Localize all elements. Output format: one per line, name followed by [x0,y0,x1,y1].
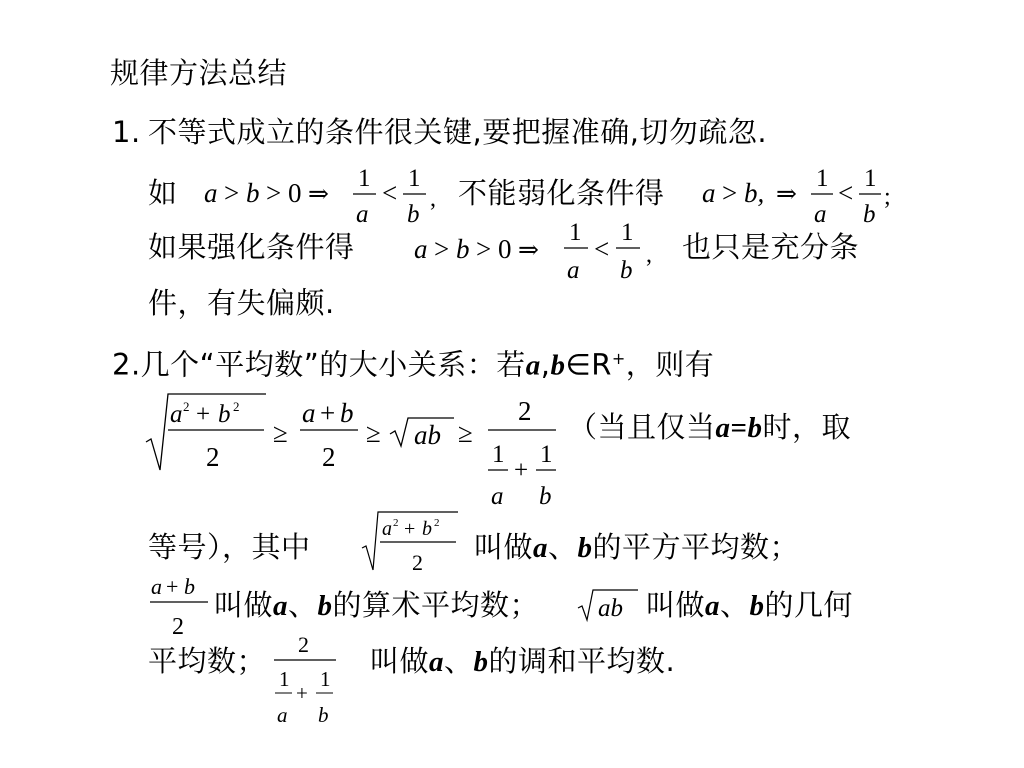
quadratic-mean-description: 叫做a、b的平方平均数； [474,530,800,564]
svg-text:<: < [838,178,854,208]
formula-weakened-condition [700,160,900,230]
svg-text:a: a [814,201,827,228]
svg-text:>: > [722,178,738,208]
svg-text:ab: ab [598,595,623,622]
svg-text:b: b [318,703,329,727]
svg-text:;: ; [884,184,891,210]
svg-text:a: a [302,398,316,428]
svg-text:a: a [491,483,504,510]
svg-text:a: a [567,257,580,284]
svg-text:b,: b, [744,178,765,208]
formula-mean-inequality [140,390,570,518]
svg-text:2: 2 [233,399,240,414]
svg-text:1: 1 [320,667,331,691]
svg-text:b: b [422,518,432,540]
svg-text:a: a [277,703,288,727]
svg-text:b: b [340,398,354,428]
svg-text:b: b [456,234,470,264]
svg-text:0: 0 [288,178,302,208]
formula-arithmetic-mean [148,570,214,642]
geometric-mean-description: 叫做a、b的几何 [646,588,854,622]
svg-text:≥: ≥ [366,418,381,448]
svg-text:a: a [151,574,162,599]
svg-text:<: < [382,178,398,208]
svg-text:0: 0 [498,234,512,264]
geometric-mean-tail: 平均数； [148,644,267,678]
svg-text:2: 2 [322,442,336,472]
svg-text:2: 2 [412,550,423,575]
svg-text:1: 1 [408,165,421,192]
svg-text:+: + [514,457,529,484]
svg-text:b: b [184,574,195,599]
heading: 规律方法总结 [110,56,288,90]
svg-text:>: > [266,178,282,208]
svg-text:2: 2 [298,632,309,657]
svg-text:b: b [539,483,552,510]
svg-text:1: 1 [358,165,371,192]
svg-text:a: a [414,234,428,264]
svg-text:,: , [430,186,436,212]
svg-text:a: a [170,401,183,428]
svg-text:b: b [218,401,231,428]
svg-text:2: 2 [183,399,190,414]
harmonic-mean-description: 叫做a、b的调和平均数. [370,644,676,678]
svg-text:a: a [356,201,369,228]
svg-text:a: a [702,178,716,208]
svg-text:≥: ≥ [458,418,473,448]
svg-text:1: 1 [864,165,877,192]
svg-text:>: > [224,178,240,208]
item-1-line-1: 不等式成立的条件很关键,要把握准确,切勿疏忽. [148,115,768,149]
svg-text:b: b [620,257,633,284]
svg-text:ab: ab [414,420,441,450]
svg-text:,: , [646,242,652,268]
svg-text:+: + [296,681,308,705]
svg-text:>: > [476,234,492,264]
item-1-line-4: 件，有失偏颇. [148,286,335,320]
svg-text:a: a [382,518,392,540]
item-1-bu-neng: 不能弱化条件得 [458,176,665,210]
formula-quadratic-mean [360,508,470,584]
formula-strong-implication [410,212,670,287]
svg-text:+: + [166,574,179,599]
svg-text:b: b [407,201,420,228]
svg-text:b: b [246,178,260,208]
formula-harmonic-mean [272,628,344,738]
svg-text:>: > [434,234,450,264]
equality-condition: （当且仅当a=b时，取 [568,410,852,444]
svg-text:+: + [196,401,211,428]
svg-text:1: 1 [621,219,634,246]
item-2-deng-hao: 等号），其中 [148,530,311,564]
svg-text:⇒: ⇒ [518,237,539,264]
svg-text:1: 1 [279,667,290,691]
svg-text:b: b [863,201,876,228]
svg-text:≥: ≥ [273,418,288,448]
svg-text:+: + [320,398,336,428]
svg-text:1: 1 [540,441,553,468]
svg-text:a: a [204,178,218,208]
item-1-line-3: 如果强化条件得 [148,230,355,264]
svg-text:⇒: ⇒ [776,181,797,208]
svg-text:2: 2 [434,517,440,529]
arithmetic-mean-description: 叫做a、b的算术平均数； [214,588,540,622]
svg-text:1: 1 [569,219,582,246]
item-1-ye-zhi: 也只是充分条 [682,230,860,264]
svg-text:⇒: ⇒ [308,181,329,208]
svg-text:2: 2 [172,614,184,640]
item-1-ru: 如 [148,176,178,210]
svg-text:2: 2 [206,442,220,472]
item-2-line-1: 2.几个“平均数”的大小关系：若a,b∈R+，则有 [112,347,715,382]
svg-text:1: 1 [816,165,829,192]
svg-text:1: 1 [492,441,505,468]
svg-text:2: 2 [393,517,399,529]
formula-geometric-mean [576,584,646,626]
svg-text:2: 2 [518,396,532,426]
item-1-number: 1. [112,115,141,149]
svg-text:+: + [404,518,416,540]
svg-text:<: < [594,234,610,264]
